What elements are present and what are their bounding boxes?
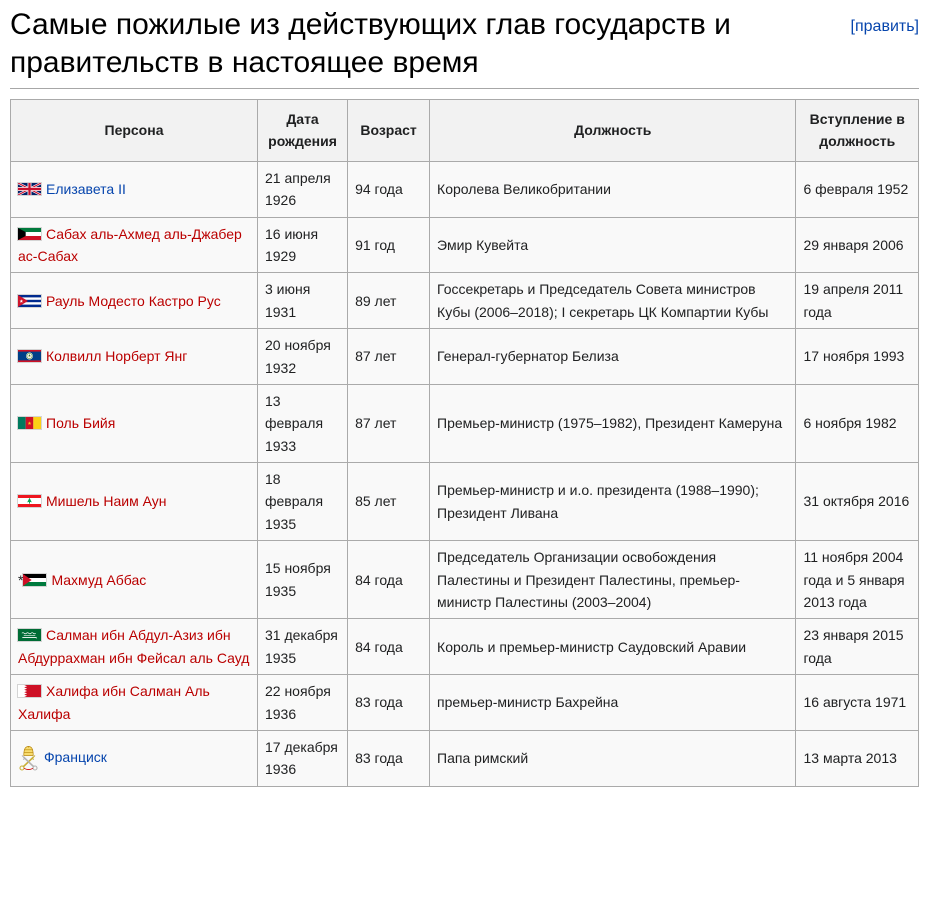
age-cell: 83 года — [348, 730, 430, 786]
took-office-cell: 13 марта 2013 — [796, 730, 919, 786]
took-office-cell: 16 августа 1971 — [796, 675, 919, 731]
age-cell: 89 лет — [348, 273, 430, 329]
edit-link[interactable]: [править] — [850, 18, 919, 35]
birth-date-cell: 20 ноября 1932 — [257, 329, 347, 385]
position-cell: Король и премьер-министр Саудовский Аравии — [430, 619, 796, 675]
table-row — [11, 329, 919, 385]
col-header-person: Персона — [11, 100, 258, 162]
took-office-cell: 19 апреля 2011 года — [796, 273, 919, 329]
age-cell: 83 года — [348, 675, 430, 731]
birth-date-cell: 22 ноября 1936 — [257, 675, 347, 731]
col-header-took-office: Вступление в должность — [796, 100, 919, 162]
position-cell: Премьер-министр (1975–1982), Президент Камеруна — [430, 384, 796, 462]
table-row — [11, 161, 919, 217]
position-cell: Эмир Кувейта — [430, 217, 796, 273]
person-link[interactable]: Халифа ибн Салман Аль Халифа — [18, 683, 210, 722]
position-cell: Генерал-губернатор Белиза — [430, 329, 796, 385]
age-cell: 84 года — [348, 619, 430, 675]
flag-kuwait-icon[interactable] — [18, 228, 41, 240]
took-office-cell: 6 ноября 1982 — [796, 384, 919, 462]
person-link[interactable]: Мишель Наим Аун — [46, 493, 167, 510]
article-section — [0, 6, 929, 787]
table-header-row — [11, 100, 919, 162]
flag-belize-icon[interactable] — [18, 350, 41, 362]
birth-date-cell: 15 ноября 1935 — [257, 541, 347, 619]
person-cell — [11, 329, 258, 385]
table-row — [11, 541, 919, 619]
person-link[interactable]: Поль Бийя — [46, 415, 116, 432]
birth-date-cell: 17 декабря 1936 — [257, 730, 347, 786]
flag-cameroon-icon[interactable] — [18, 417, 41, 429]
person-link[interactable]: Франциск — [44, 749, 107, 766]
person-link[interactable]: Махмуд Аббас — [51, 571, 147, 588]
birth-date-cell: 13 февраля 1933 — [257, 384, 347, 462]
table-row — [11, 273, 919, 329]
birth-date-cell: 31 декабря 1935 — [257, 619, 347, 675]
age-cell: 84 года — [348, 541, 430, 619]
person-cell — [11, 384, 258, 462]
table-row — [11, 619, 919, 675]
oldest-leaders-table — [10, 99, 919, 787]
age-cell: 87 лет — [348, 329, 430, 385]
flag-bahrain-icon[interactable] — [18, 685, 41, 697]
person-cell — [11, 730, 258, 786]
position-cell: Председатель Организации освобождения Палестины и Президент Палестины, премьер-министр Палестины (2003–2004) — [430, 541, 796, 619]
position-cell: Папа римский — [430, 730, 796, 786]
person-link[interactable]: Елизавета II — [46, 180, 126, 197]
table-row — [11, 730, 919, 786]
person-cell — [11, 273, 258, 329]
person-link[interactable]: Сабах аль-Ахмед аль-Джабер ас-Сабах — [18, 225, 242, 264]
person-link[interactable]: Колвилл Норберт Янг — [46, 348, 188, 365]
person-link[interactable]: Салман ибн Абдул-Азиз ибн Абдуррахман ибн Фейсал аль Сауд — [18, 627, 250, 666]
emblem-vatican-icon[interactable] — [18, 746, 39, 771]
col-header-position: Должность — [430, 100, 796, 162]
age-cell: 94 года — [348, 161, 430, 217]
birth-date-cell: 18 февраля 1935 — [257, 463, 347, 541]
table-row — [11, 384, 919, 462]
person-link[interactable]: Рауль Модесто Кастро Рус — [46, 292, 221, 309]
flag-palestine-icon[interactable] — [23, 574, 46, 586]
col-header-birth-date: Дата рождения — [257, 100, 347, 162]
birth-date-cell: 3 июня 1931 — [257, 273, 347, 329]
position-cell: Королева Великобритании — [430, 161, 796, 217]
page-title: Самые пожилые из действующих глав государств и правительств в настоящее время — [10, 6, 919, 89]
flag-lebanon-icon[interactable] — [18, 495, 41, 507]
flag-footnote-asterisk: * — [18, 571, 24, 588]
took-office-cell: 29 января 2006 — [796, 217, 919, 273]
person-cell — [11, 675, 258, 731]
birth-date-cell: 16 июня 1929 — [257, 217, 347, 273]
position-cell: Премьер-министр и и.о. президента (1988–1990); Президент Ливана — [430, 463, 796, 541]
took-office-cell: 23 января 2015 года — [796, 619, 919, 675]
flag-uk-icon[interactable] — [18, 183, 41, 195]
age-cell: 87 лет — [348, 384, 430, 462]
age-cell: 91 год — [348, 217, 430, 273]
took-office-cell: 17 ноября 1993 — [796, 329, 919, 385]
age-cell: 85 лет — [348, 463, 430, 541]
person-cell — [11, 463, 258, 541]
table-row — [11, 217, 919, 273]
table-row — [11, 463, 919, 541]
took-office-cell: 6 февраля 1952 — [796, 161, 919, 217]
birth-date-cell: 21 апреля 1926 — [257, 161, 347, 217]
person-cell — [11, 541, 258, 619]
table-row — [11, 675, 919, 731]
person-cell — [11, 161, 258, 217]
flag-saudi-arabia-icon[interactable] — [18, 629, 41, 641]
took-office-cell: 11 ноября 2004 года и 5 января 2013 года — [796, 541, 919, 619]
person-cell — [11, 217, 258, 273]
position-cell: Госсекретарь и Председатель Совета министров Кубы (2006–2018); I секретарь ЦК Компартии Кубы — [430, 273, 796, 329]
took-office-cell: 31 октября 2016 — [796, 463, 919, 541]
person-cell — [11, 619, 258, 675]
flag-cuba-icon[interactable] — [18, 295, 41, 307]
col-header-age: Возраст — [348, 100, 430, 162]
position-cell: премьер-министр Бахрейна — [430, 675, 796, 731]
